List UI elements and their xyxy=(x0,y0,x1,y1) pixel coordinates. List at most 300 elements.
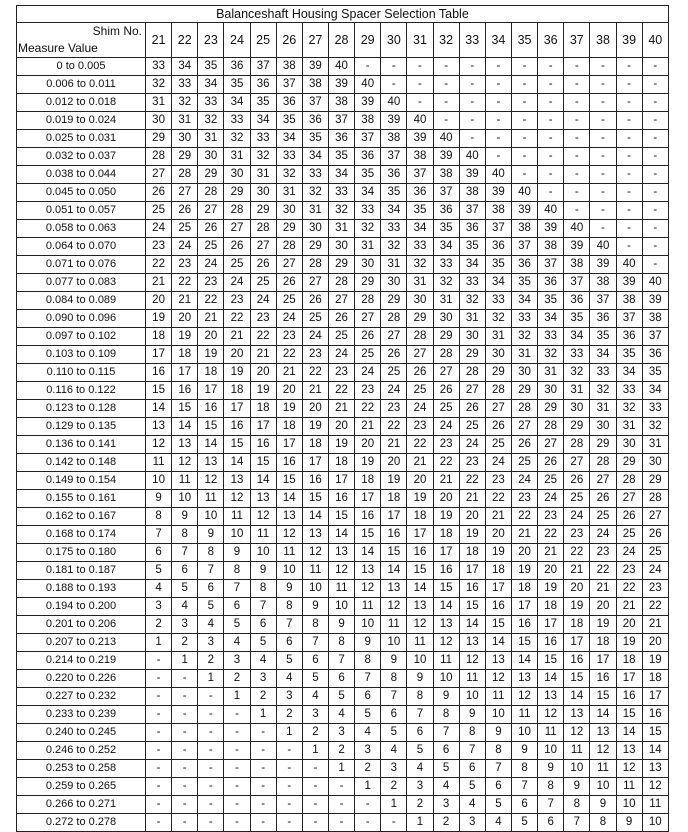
shim-value-cell: 4 xyxy=(198,616,224,634)
shim-value-cell: 29 xyxy=(511,382,537,400)
shim-value-cell: 30 xyxy=(328,238,354,256)
shim-value-cell: 15 xyxy=(328,508,354,526)
shim-value-cell: 40 xyxy=(564,220,590,238)
shim-value-cell: - xyxy=(642,76,668,94)
shim-value-cell: 12 xyxy=(328,562,354,580)
table-row xyxy=(17,652,669,670)
shim-value-cell: 29 xyxy=(355,274,381,292)
shim-value-cell: 15 xyxy=(590,688,616,706)
shim-value-cell: 32 xyxy=(381,238,407,256)
shim-value-cell: 36 xyxy=(328,130,354,148)
table-row xyxy=(17,400,669,418)
shim-value-cell: 23 xyxy=(250,310,276,328)
shim-value-cell: 14 xyxy=(276,490,302,508)
shim-value-cell: 24 xyxy=(642,562,668,580)
shim-value-cell: 14 xyxy=(250,472,276,490)
shim-value-cell: 3 xyxy=(146,598,172,616)
shim-value-cell: 38 xyxy=(538,238,564,256)
shim-value-cell: - xyxy=(616,166,642,184)
shim-value-cell: 38 xyxy=(590,274,616,292)
shim-value-cell: 12 xyxy=(616,760,642,778)
shim-value-cell: 39 xyxy=(590,256,616,274)
shim-value-cell: - xyxy=(538,130,564,148)
shim-value-cell: 34 xyxy=(250,112,276,130)
shim-value-cell: 23 xyxy=(224,292,250,310)
shim-value-cell: 15 xyxy=(146,382,172,400)
shim-value-cell: 35 xyxy=(616,346,642,364)
shim-value-cell: 3 xyxy=(172,616,198,634)
shim-value-cell: 33 xyxy=(511,310,537,328)
shim-value-cell: 29 xyxy=(224,184,250,202)
shim-value-cell: 3 xyxy=(381,760,407,778)
shim-value-cell: - xyxy=(172,706,198,724)
shim-value-cell: 34 xyxy=(485,274,511,292)
shim-value-cell: 7 xyxy=(250,598,276,616)
shim-value-cell: 19 xyxy=(538,580,564,598)
shim-value-cell: 26 xyxy=(224,238,250,256)
table-row xyxy=(17,418,669,436)
shim-value-cell: 7 xyxy=(459,742,485,760)
shim-value-cell: 19 xyxy=(276,400,302,418)
shim-value-cell: 6 xyxy=(146,544,172,562)
spacer-selection-table-container xyxy=(16,5,669,832)
shim-value-cell: - xyxy=(511,76,537,94)
shim-value-cell: - xyxy=(616,202,642,220)
shim-value-cell: 18 xyxy=(146,328,172,346)
shim-value-cell: 30 xyxy=(564,400,590,418)
shim-value-cell: - xyxy=(250,760,276,778)
shim-value-cell: 8 xyxy=(328,634,354,652)
shim-value-cell: 17 xyxy=(407,526,433,544)
shim-value-cell: 36 xyxy=(276,94,302,112)
shim-value-cell: 32 xyxy=(198,112,224,130)
shim-value-cell: 32 xyxy=(616,400,642,418)
shim-value-cell: 32 xyxy=(590,382,616,400)
shim-value-cell: 8 xyxy=(407,688,433,706)
shim-value-cell: 28 xyxy=(511,400,537,418)
shim-value-cell: 38 xyxy=(616,292,642,310)
shim-value-cell: 30 xyxy=(616,436,642,454)
shim-value-cell: 13 xyxy=(511,670,537,688)
shim-value-cell: 25 xyxy=(564,490,590,508)
shim-value-cell: - xyxy=(485,112,511,130)
shim-value-cell: 3 xyxy=(433,796,459,814)
shim-value-cell: 36 xyxy=(459,220,485,238)
shim-value-cell: - xyxy=(538,166,564,184)
shim-value-cell: 11 xyxy=(433,652,459,670)
shim-value-cell: 2 xyxy=(276,706,302,724)
shim-value-cell: - xyxy=(616,130,642,148)
shim-value-cell: - xyxy=(616,148,642,166)
shim-value-cell: 31 xyxy=(642,436,668,454)
shim-value-cell: 9 xyxy=(328,616,354,634)
shim-value-cell: 3 xyxy=(459,814,485,832)
shim-value-cell: 14 xyxy=(381,562,407,580)
shim-value-cell: 28 xyxy=(564,436,590,454)
table-row xyxy=(17,760,669,778)
shim-value-cell: 20 xyxy=(355,436,381,454)
shim-value-cell: 5 xyxy=(302,670,328,688)
shim-value-cell: 38 xyxy=(511,220,537,238)
shim-value-cell: 24 xyxy=(328,346,354,364)
shim-value-cell: - xyxy=(590,112,616,130)
shim-value-cell: 23 xyxy=(276,328,302,346)
shim-value-cell: 22 xyxy=(538,526,564,544)
shim-value-cell: 35 xyxy=(538,292,564,310)
shim-value-cell: 19 xyxy=(224,364,250,382)
shim-value-cell: 26 xyxy=(433,382,459,400)
shim-value-cell: 24 xyxy=(172,238,198,256)
shim-value-cell: 16 xyxy=(564,652,590,670)
shim-value-cell: 20 xyxy=(616,616,642,634)
shim-value-cell: 16 xyxy=(355,508,381,526)
shim-value-cell: 12 xyxy=(459,652,485,670)
shim-value-cell: - xyxy=(616,220,642,238)
shim-value-cell: 39 xyxy=(328,76,354,94)
shim-value-cell: 27 xyxy=(250,238,276,256)
shim-value-cell: 13 xyxy=(172,436,198,454)
shim-value-cell: 17 xyxy=(616,670,642,688)
shim-value-cell: - xyxy=(224,760,250,778)
shim-value-cell: 24 xyxy=(276,310,302,328)
shim-value-cell: - xyxy=(433,76,459,94)
shim-value-cell: 29 xyxy=(276,220,302,238)
shim-value-cell: - xyxy=(616,112,642,130)
shim-value-cell: 20 xyxy=(381,454,407,472)
shim-value-cell: 25 xyxy=(407,382,433,400)
shim-value-cell: - xyxy=(538,184,564,202)
shim-value-cell: 29 xyxy=(250,202,276,220)
shim-value-cell: 4 xyxy=(302,688,328,706)
shim-value-cell: - xyxy=(459,58,485,76)
shim-value-cell: 32 xyxy=(485,310,511,328)
shim-value-cell: 29 xyxy=(172,148,198,166)
shim-value-cell: - xyxy=(146,778,172,796)
shim-value-cell: 8 xyxy=(590,814,616,832)
shim-value-cell: 17 xyxy=(381,508,407,526)
shim-value-cell: 4 xyxy=(146,580,172,598)
shim-value-cell: 23 xyxy=(381,400,407,418)
shim-value-cell: 6 xyxy=(459,760,485,778)
shim-value-cell: 22 xyxy=(485,490,511,508)
shim-value-cell: 17 xyxy=(146,346,172,364)
table-row xyxy=(17,256,669,274)
shim-value-cell: - xyxy=(198,814,224,832)
shim-value-cell: 18 xyxy=(302,436,328,454)
shim-value-cell: 19 xyxy=(642,652,668,670)
shim-value-cell: 30 xyxy=(250,184,276,202)
shim-value-cell: 17 xyxy=(642,688,668,706)
spacer-selection-table xyxy=(16,5,669,832)
shim-value-cell: - xyxy=(511,58,537,76)
shim-value-cell: 29 xyxy=(328,256,354,274)
shim-value-cell: - xyxy=(590,76,616,94)
shim-value-cell: 35 xyxy=(381,184,407,202)
shim-value-cell: 5 xyxy=(198,598,224,616)
shim-value-cell: 21 xyxy=(459,490,485,508)
shim-value-cell: 1 xyxy=(198,670,224,688)
shim-value-cell: 39 xyxy=(564,238,590,256)
shim-value-cell: 28 xyxy=(616,472,642,490)
measure-value-cell: 0.168 to 0.174 xyxy=(17,526,146,544)
shim-value-cell: - xyxy=(642,94,668,112)
shim-value-cell: 22 xyxy=(172,274,198,292)
shim-value-cell: - xyxy=(407,94,433,112)
shim-value-cell: 11 xyxy=(198,490,224,508)
table-row xyxy=(17,238,669,256)
measure-value-cell: 0.097 to 0.102 xyxy=(17,328,146,346)
shim-value-cell: 5 xyxy=(328,688,354,706)
shim-value-cell: 24 xyxy=(616,544,642,562)
shim-value-cell: 28 xyxy=(172,166,198,184)
shim-value-cell: 29 xyxy=(590,436,616,454)
shim-value-cell: 14 xyxy=(616,724,642,742)
shim-value-cell: 29 xyxy=(459,346,485,364)
shim-value-cell: 16 xyxy=(250,436,276,454)
shim-value-cell: 25 xyxy=(642,544,668,562)
table-row xyxy=(17,616,669,634)
shim-value-cell: 25 xyxy=(590,508,616,526)
shim-value-cell: - xyxy=(616,58,642,76)
shim-value-cell: 21 xyxy=(224,328,250,346)
shim-value-cell: 33 xyxy=(198,94,224,112)
shim-value-cell: 5 xyxy=(146,562,172,580)
shim-value-cell: - xyxy=(433,112,459,130)
shim-value-cell: 23 xyxy=(564,526,590,544)
shim-value-cell: 32 xyxy=(511,328,537,346)
shim-value-cell: 28 xyxy=(407,328,433,346)
shim-value-cell: 10 xyxy=(485,706,511,724)
shim-value-cell: 27 xyxy=(511,418,537,436)
shim-value-cell: 22 xyxy=(355,400,381,418)
shim-value-cell: 19 xyxy=(433,508,459,526)
shim-value-cell: - xyxy=(538,76,564,94)
shim-value-cell: 38 xyxy=(485,202,511,220)
shim-value-cell: - xyxy=(459,76,485,94)
shim-value-cell: 17 xyxy=(302,454,328,472)
shim-value-cell: 26 xyxy=(381,346,407,364)
shim-value-cell: 30 xyxy=(172,130,198,148)
shim-value-cell: 18 xyxy=(381,490,407,508)
shim-value-cell: 36 xyxy=(642,346,668,364)
shim-value-cell: - xyxy=(146,760,172,778)
table-row xyxy=(17,724,669,742)
shim-value-cell: 5 xyxy=(381,724,407,742)
shim-value-cell: 37 xyxy=(433,184,459,202)
shim-value-cell: 17 xyxy=(328,472,354,490)
shim-value-cell: - xyxy=(328,814,354,832)
shim-value-cell: 19 xyxy=(302,418,328,436)
shim-value-cell: 10 xyxy=(381,634,407,652)
shim-value-cell: 18 xyxy=(433,526,459,544)
shim-value-cell: - xyxy=(172,796,198,814)
shim-value-cell: 37 xyxy=(485,220,511,238)
shim-value-cell: 23 xyxy=(616,562,642,580)
shim-value-cell: 22 xyxy=(459,472,485,490)
shim-value-cell: 31 xyxy=(146,94,172,112)
shim-value-cell: 38 xyxy=(302,76,328,94)
measure-value-cell: 0.259 to 0.265 xyxy=(17,778,146,796)
shim-value-cell: 31 xyxy=(355,238,381,256)
shim-value-cell: 9 xyxy=(433,688,459,706)
shim-value-cell: 38 xyxy=(407,148,433,166)
shim-value-cell: 19 xyxy=(511,562,537,580)
shim-value-cell: 40 xyxy=(407,112,433,130)
measure-value-cell: 0.214 to 0.219 xyxy=(17,652,146,670)
shim-value-cell: 1 xyxy=(328,760,354,778)
shim-value-cell: 10 xyxy=(407,652,433,670)
shim-value-cell: 20 xyxy=(407,472,433,490)
shim-value-cell: 9 xyxy=(355,634,381,652)
shim-value-cell: 10 xyxy=(564,760,590,778)
shim-value-cell: 20 xyxy=(328,418,354,436)
shim-value-cell: 14 xyxy=(485,634,511,652)
shim-value-cell: - xyxy=(172,724,198,742)
shim-value-cell: 6 xyxy=(198,580,224,598)
shim-value-cell: 11 xyxy=(381,616,407,634)
shim-value-cell: 33 xyxy=(146,58,172,76)
measure-value-cell: 0.058 to 0.063 xyxy=(17,220,146,238)
shim-value-cell: 2 xyxy=(198,652,224,670)
shim-value-cell: 23 xyxy=(355,382,381,400)
shim-value-cell: 11 xyxy=(276,544,302,562)
shim-value-cell: 25 xyxy=(381,364,407,382)
shim-value-cell: 1 xyxy=(224,688,250,706)
shim-value-cell: 8 xyxy=(198,544,224,562)
shim-value-cell: 27 xyxy=(172,184,198,202)
shim-value-cell: - xyxy=(590,94,616,112)
shim-value-cell: 7 xyxy=(198,562,224,580)
shim-value-cell: 19 xyxy=(381,472,407,490)
shim-value-cell: 14 xyxy=(355,544,381,562)
shim-value-cell: 21 xyxy=(564,562,590,580)
shim-value-cell: 15 xyxy=(616,706,642,724)
shim-value-cell: 4 xyxy=(459,796,485,814)
shim-value-cell: 20 xyxy=(564,580,590,598)
shim-value-cell: 30 xyxy=(433,310,459,328)
shim-value-cell: - xyxy=(146,814,172,832)
shim-value-cell: 32 xyxy=(538,346,564,364)
shim-value-cell: 28 xyxy=(485,382,511,400)
shim-value-cell: 33 xyxy=(538,328,564,346)
shim-value-cell: 12 xyxy=(224,490,250,508)
shim-value-cell: 18 xyxy=(485,562,511,580)
shim-value-cell: 34 xyxy=(355,184,381,202)
shim-value-cell: 24 xyxy=(198,256,224,274)
shim-value-cell: 33 xyxy=(564,346,590,364)
measure-value-cell: 0.194 to 0.200 xyxy=(17,598,146,616)
table-row xyxy=(17,346,669,364)
shim-value-cell: 36 xyxy=(250,76,276,94)
shim-value-cell: 40 xyxy=(328,58,354,76)
table-row xyxy=(17,814,669,832)
shim-value-cell: 13 xyxy=(224,472,250,490)
shim-value-cell: 4 xyxy=(250,652,276,670)
shim-value-cell: 39 xyxy=(538,220,564,238)
shim-value-cell: 27 xyxy=(224,220,250,238)
shim-value-cell: 1 xyxy=(302,742,328,760)
shim-value-cell: 27 xyxy=(538,436,564,454)
shim-value-cell: 13 xyxy=(328,544,354,562)
shim-value-cell: 14 xyxy=(146,400,172,418)
shim-value-cell: 18 xyxy=(198,364,224,382)
shim-value-cell: 40 xyxy=(616,256,642,274)
shim-value-cell: 33 xyxy=(328,184,354,202)
shim-value-cell: 11 xyxy=(355,598,381,616)
shim-value-cell: 6 xyxy=(433,742,459,760)
shim-value-cell: 37 xyxy=(642,328,668,346)
shim-value-cell: 23 xyxy=(302,346,328,364)
shim-value-cell: 33 xyxy=(407,238,433,256)
shim-value-cell: 28 xyxy=(381,310,407,328)
shim-value-cell: 19 xyxy=(328,436,354,454)
table-row xyxy=(17,130,669,148)
shim-value-cell: 24 xyxy=(250,292,276,310)
shim-value-cell: 34 xyxy=(172,58,198,76)
shim-value-cell: 30 xyxy=(590,418,616,436)
shim-value-cell: 14 xyxy=(433,598,459,616)
shim-value-cell: 11 xyxy=(538,724,564,742)
shim-value-cell: 10 xyxy=(590,778,616,796)
shim-value-cell: 31 xyxy=(616,418,642,436)
shim-value-cell: 8 xyxy=(433,706,459,724)
shim-value-cell: 24 xyxy=(511,472,537,490)
shim-value-cell: 13 xyxy=(276,508,302,526)
shim-column-header: 30 xyxy=(381,23,407,58)
shim-value-cell: 30 xyxy=(302,220,328,238)
shim-value-cell: 8 xyxy=(250,580,276,598)
shim-value-cell: 21 xyxy=(381,436,407,454)
shim-value-cell: 21 xyxy=(146,274,172,292)
shim-value-cell: 31 xyxy=(172,112,198,130)
shim-value-cell: 2 xyxy=(224,670,250,688)
shim-value-cell: - xyxy=(564,112,590,130)
shim-value-cell: 21 xyxy=(172,292,198,310)
shim-value-cell: - xyxy=(224,814,250,832)
shim-value-cell: 24 xyxy=(564,508,590,526)
shim-value-cell: 35 xyxy=(590,328,616,346)
shim-value-cell: - xyxy=(250,814,276,832)
shim-value-cell: - xyxy=(224,724,250,742)
shim-value-cell: 32 xyxy=(564,364,590,382)
shim-value-cell: 25 xyxy=(459,418,485,436)
shim-value-cell: 32 xyxy=(433,274,459,292)
shim-value-cell: 24 xyxy=(407,400,433,418)
shim-value-cell: - xyxy=(590,166,616,184)
shim-value-cell: 7 xyxy=(172,544,198,562)
shim-value-cell: 35 xyxy=(642,364,668,382)
shim-value-cell: 15 xyxy=(355,526,381,544)
shim-value-cell: 26 xyxy=(590,490,616,508)
shim-value-cell: 40 xyxy=(590,238,616,256)
shim-value-cell: 22 xyxy=(407,436,433,454)
shim-value-cell: 16 xyxy=(146,364,172,382)
shim-value-cell: 34 xyxy=(511,292,537,310)
shim-value-cell: 19 xyxy=(590,616,616,634)
shim-value-cell: 28 xyxy=(250,220,276,238)
shim-value-cell: 31 xyxy=(433,292,459,310)
shim-value-cell: 2 xyxy=(146,616,172,634)
shim-value-cell: 36 xyxy=(564,292,590,310)
shim-value-cell: 20 xyxy=(433,490,459,508)
shim-column-header: 31 xyxy=(407,23,433,58)
shim-value-cell: 12 xyxy=(407,616,433,634)
shim-column-header: 40 xyxy=(642,23,668,58)
shim-value-cell: 10 xyxy=(172,490,198,508)
shim-value-cell: - xyxy=(276,760,302,778)
shim-column-header: 21 xyxy=(146,23,172,58)
shim-value-cell: 10 xyxy=(328,598,354,616)
